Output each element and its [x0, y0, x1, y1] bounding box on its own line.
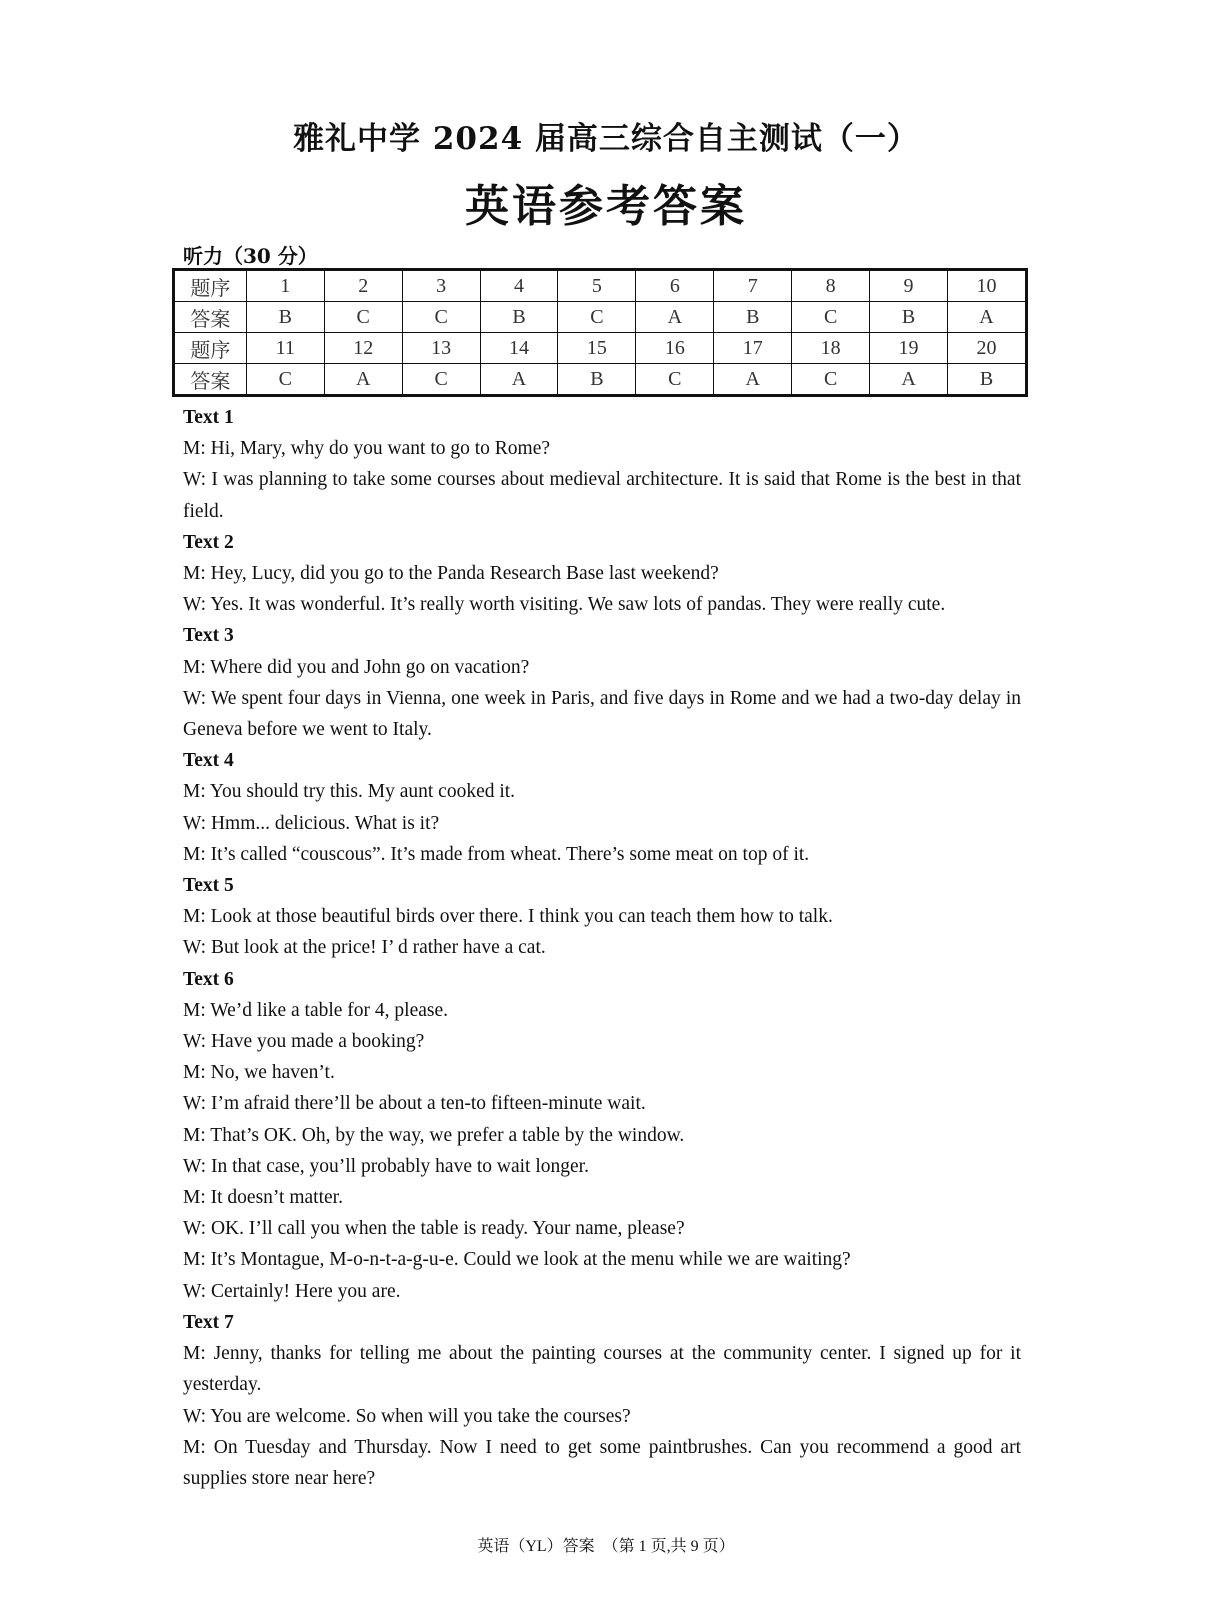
text-heading: Text 4	[183, 750, 234, 772]
table-cell: 20	[948, 333, 1027, 364]
table-cell: 题序	[174, 333, 247, 364]
table-cell: A	[324, 364, 402, 396]
table-cell: C	[402, 364, 480, 396]
text-heading: Text 2	[183, 531, 234, 553]
page-footer: 英语（YL）答案 （第 1 页,共 9 页）	[477, 1538, 735, 1555]
table-cell: 6	[636, 270, 714, 302]
listening-answer-table	[172, 268, 1028, 397]
table-cell: C	[324, 302, 402, 333]
table-row	[174, 364, 1027, 396]
dialogue-line: M: Hey, Lucy, did you go to the Panda Research Base last weekend?	[183, 563, 719, 585]
dialogue-line: W: Hmm... delicious. What is it?	[183, 812, 440, 834]
text-heading: Text 1	[183, 407, 234, 428]
table-cell: 12	[324, 333, 402, 364]
dialogue-line: M: On Tuesday and Thursday. Now I need to get some paintbrushes. Can you recommend a good art supplies store near here?	[183, 1436, 1021, 1489]
dialogue-line: M: No, we haven’t.	[183, 1062, 335, 1084]
table-cell: 19	[870, 333, 948, 364]
dialogue-line: M: Jenny, thanks for telling me about the painting courses at the community center. I signed up for it yesterday.	[183, 1343, 1021, 1396]
dialogue-line: W: In that case, you’ll probably have to wait longer.	[183, 1155, 589, 1177]
dialogue-line: M: It doesn’t matter.	[183, 1187, 343, 1209]
dialogue-line: W: Certainly! Here you are.	[183, 1280, 401, 1302]
table-cell: B	[480, 302, 558, 333]
table-cell: B	[714, 302, 792, 333]
text-heading: Text 5	[183, 875, 234, 897]
table-cell: 题序	[174, 270, 247, 302]
text-heading: Text 3	[183, 625, 234, 647]
table-cell: 2	[324, 270, 402, 302]
table-cell: 13	[402, 333, 480, 364]
text-heading: Text 6	[183, 968, 234, 990]
table-cell: 11	[246, 333, 324, 364]
document-subtitle: 英语参考答案	[465, 181, 747, 232]
table-cell: C	[402, 302, 480, 333]
table-cell: C	[792, 364, 870, 396]
table-cell: C	[246, 364, 324, 396]
table-cell: 8	[792, 270, 870, 302]
dialogue-line: M: Where did you and John go on vacation?	[183, 656, 530, 678]
table-cell: B	[948, 364, 1027, 396]
table-cell: 答案	[174, 302, 247, 333]
dialogue-line: M: It’s called “couscous”. It’s made from wheat. There’s some meat on top of it.	[183, 843, 810, 865]
dialogue-line: W: I was planning to take some courses about medieval architecture. It is said that Rome is the best in that field.	[183, 469, 1021, 522]
dialogue-line: M: That’s OK. Oh, by the way, we prefer a table by the window.	[183, 1124, 685, 1146]
table-cell: 7	[714, 270, 792, 302]
table-cell: C	[636, 364, 714, 396]
dialogue-line: W: Have you made a booking?	[183, 1031, 425, 1053]
listening-section-label: 听力（30 分）	[183, 244, 318, 268]
transcript-body	[183, 402, 1021, 1494]
dialogue-line: M: It’s Montague, M-o-n-t-a-g-u-e. Could we look at the menu while we are waiting?	[183, 1249, 851, 1271]
dialogue-line: M: We’d like a table for 4, please.	[183, 999, 449, 1021]
dialogue-line: W: We spent four days in Vienna, one week in Paris, and five days in Rome and we had a two-day delay in Geneva before we went to Italy.	[183, 687, 1021, 741]
table-row	[174, 333, 1027, 364]
dialogue-line: W: Yes. It was wonderful. It’s really worth visiting. We saw lots of pandas. They were really cute.	[183, 594, 946, 616]
table-cell: A	[870, 364, 948, 396]
dialogue-line: W: You are welcome. So when will you take the courses?	[183, 1405, 631, 1427]
dialogue-line: W: But look at the price! I’ d rather have a cat.	[183, 937, 546, 959]
table-cell: B	[558, 364, 636, 396]
table-cell: A	[636, 302, 714, 333]
table-cell: 4	[480, 270, 558, 302]
table-cell: 9	[870, 270, 948, 302]
document-title: 雅礼中学 2024 届高三综合自主测试（一）	[293, 121, 919, 157]
table-cell: 3	[402, 270, 480, 302]
table-cell: A	[714, 364, 792, 396]
table-cell: C	[792, 302, 870, 333]
table-cell: B	[246, 302, 324, 333]
table-cell: 10	[948, 270, 1027, 302]
dialogue-line: W: OK. I’ll call you when the table is ready. Your name, please?	[183, 1218, 685, 1240]
table-cell: 5	[558, 270, 636, 302]
table-row	[174, 302, 1027, 333]
table-cell: 15	[558, 333, 636, 364]
table-cell: 答案	[174, 364, 247, 396]
table-row	[174, 270, 1027, 302]
dialogue-line: M: Look at those beautiful birds over there. I think you can teach them how to talk.	[183, 906, 833, 928]
table-cell: 18	[792, 333, 870, 364]
dialogue-line: M: You should try this. My aunt cooked it.	[183, 781, 516, 803]
table-cell: A	[480, 364, 558, 396]
table-cell: 14	[480, 333, 558, 364]
table-cell: A	[948, 302, 1027, 333]
table-cell: C	[558, 302, 636, 333]
dialogue-line: W: I’m afraid there’ll be about a ten-to fifteen-minute wait.	[183, 1093, 646, 1115]
table-cell: B	[870, 302, 948, 333]
table-cell: 1	[246, 270, 324, 302]
text-heading: Text 7	[183, 1311, 234, 1333]
table-cell: 16	[636, 333, 714, 364]
table-cell: 17	[714, 333, 792, 364]
dialogue-line: M: Hi, Mary, why do you want to go to Rome?	[183, 438, 551, 460]
